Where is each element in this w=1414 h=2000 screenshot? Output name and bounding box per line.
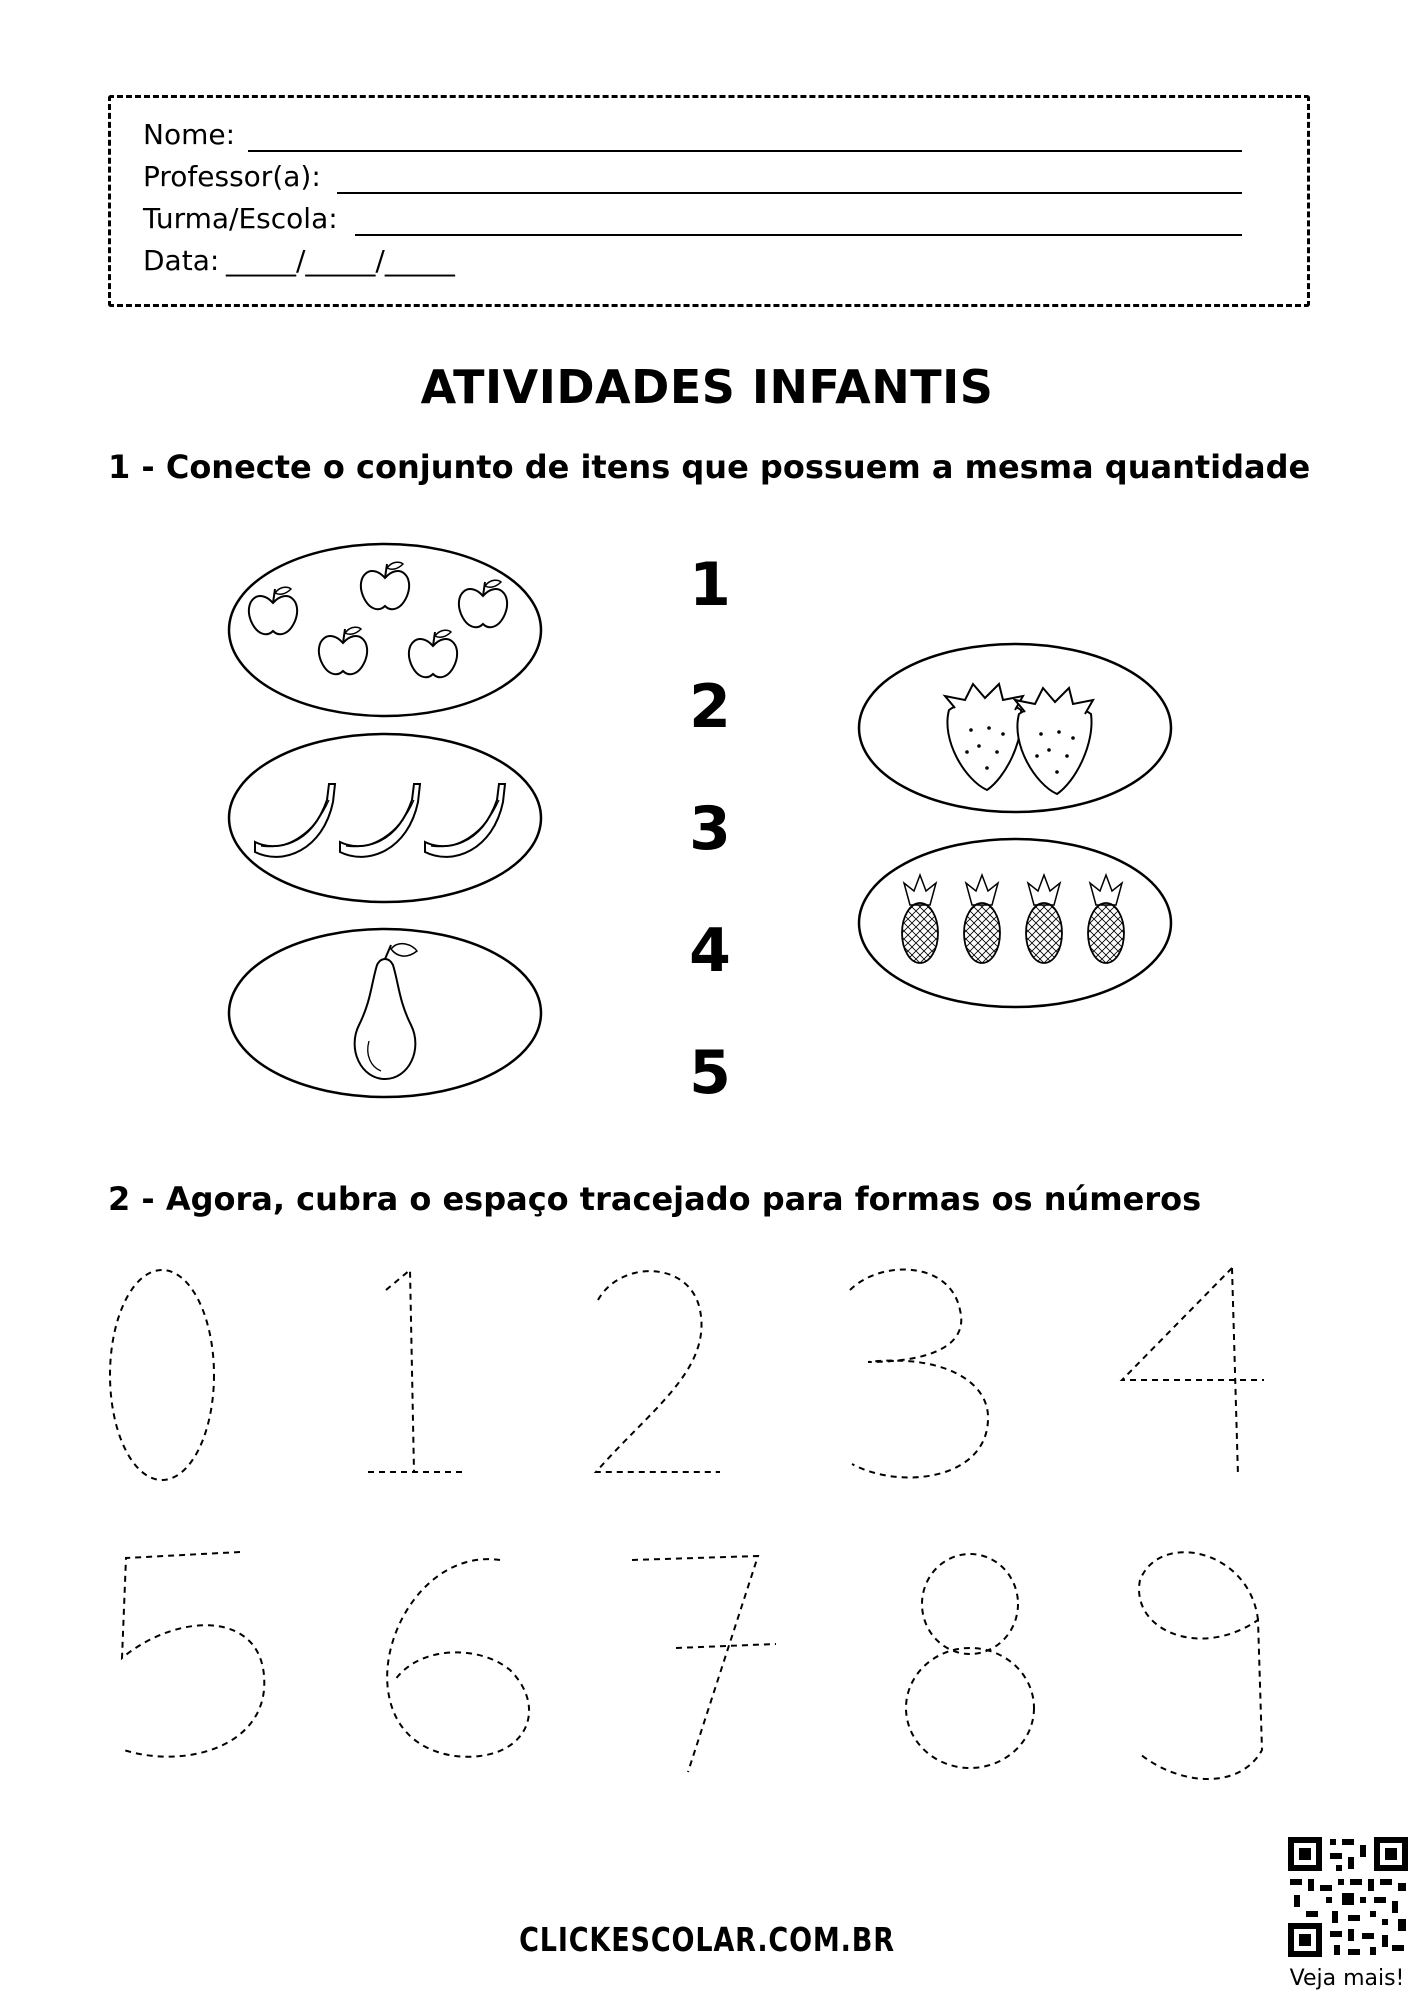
strawberry-group xyxy=(855,640,1175,816)
pineapple-icon xyxy=(902,875,938,963)
qr-code-icon[interactable] xyxy=(1286,1835,1410,1959)
pear-icon xyxy=(355,944,417,1079)
trace-digit-5 xyxy=(122,1552,264,1757)
pineapple-icon xyxy=(1026,875,1062,963)
trace-digit-7 xyxy=(632,1556,776,1772)
match-number-5: 5 xyxy=(689,1038,731,1108)
banana-icon xyxy=(340,784,420,857)
trace-digit-1 xyxy=(368,1270,462,1472)
nome-label: Nome: xyxy=(143,118,236,151)
site-footer[interactable]: CLICKESCOLAR.COM.BR xyxy=(519,1920,895,1959)
pineapple-group xyxy=(855,835,1175,1011)
apple-icon xyxy=(409,630,457,677)
question-2: 2 - Agora, cubra o espaço tracejado para formas os números xyxy=(108,1180,1202,1218)
turma-field[interactable] xyxy=(355,234,1242,236)
pineapple-icon xyxy=(1088,875,1124,963)
banana-icon xyxy=(255,784,335,857)
apple-icon xyxy=(319,627,367,674)
apple-icon xyxy=(249,587,297,634)
trace-digit-0 xyxy=(110,1270,214,1480)
strawberry-icon xyxy=(945,684,1023,790)
nome-field[interactable] xyxy=(248,150,1242,152)
qr-caption: Veja mais! xyxy=(1289,1966,1405,1991)
pear-group xyxy=(225,925,545,1101)
trace-digit-9 xyxy=(1139,1552,1262,1779)
trace-digit-3 xyxy=(850,1270,988,1478)
match-number-1: 1 xyxy=(689,550,731,620)
turma-label: Turma/Escola: xyxy=(143,202,338,235)
pineapple-icon xyxy=(964,875,1000,963)
data-label: Data: xyxy=(143,244,220,277)
banana-icon xyxy=(425,784,505,857)
trace-digit-6 xyxy=(387,1559,529,1757)
apple-icon xyxy=(459,580,507,627)
match-number-3: 3 xyxy=(689,794,731,864)
trace-digit-4 xyxy=(1122,1268,1264,1476)
data-field[interactable]: _____/_____/_____ xyxy=(226,244,455,277)
page-title: ATIVIDADES INFANTIS xyxy=(420,360,994,414)
strawberry-icon xyxy=(1015,688,1093,794)
apple-icon xyxy=(361,562,409,609)
question-1: 1 - Conecte o conjunto de itens que possuem a mesma quantidade xyxy=(108,448,1311,486)
match-number-2: 2 xyxy=(689,672,731,742)
professor-label: Professor(a): xyxy=(143,160,321,193)
tracing-digits[interactable] xyxy=(0,1250,1414,1790)
trace-digit-2 xyxy=(596,1271,720,1472)
match-number-4: 4 xyxy=(689,916,731,986)
professor-field[interactable] xyxy=(337,192,1242,194)
apple-group xyxy=(225,540,545,720)
banana-group xyxy=(225,730,545,906)
trace-digit-8 xyxy=(906,1554,1034,1768)
